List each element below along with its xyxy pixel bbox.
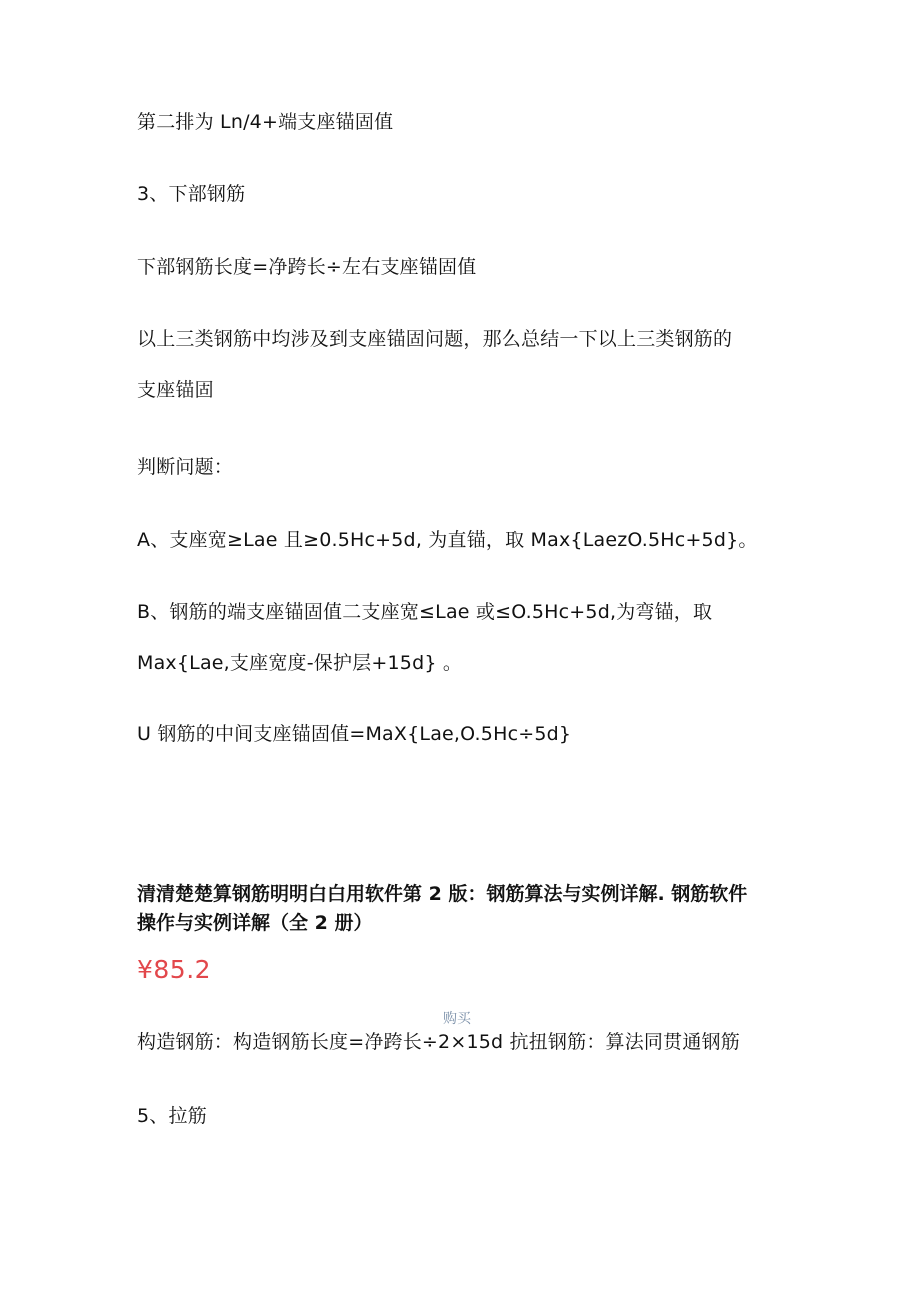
paragraph-rule-c: U 钢筋的中间支座锚固值=MaX{Lae,O.5Hc÷5d} <box>137 723 572 745</box>
paragraph-rule-a: A、支座宽≥Lae 且≥0.5Hc+5d, 为直锚，取 Max{LaezO.5Hc+5d}。 <box>137 529 758 551</box>
ad-book-title-line2: 操作与实例详解（全 2 册） <box>137 912 373 934</box>
paragraph-rule-b-line1: B、钢筋的端支座锚固值二支座宽≤Lae 或≤O.5Hc+5d,为弯锚，取 <box>137 601 713 623</box>
paragraph-rule-b-line2: Max{Lae,支座宽度-保护层+15d} 。 <box>137 652 463 674</box>
ad-book-title-line1: 清清楚楚算钢筋明明白白用软件第 2 版：钢筋算法与实例详解. 钢筋软件 <box>137 883 748 905</box>
buy-button[interactable]: 购买 <box>443 1011 471 1027</box>
paragraph-second-row: 第二排为 Ln/4+端支座锚固值 <box>137 111 394 133</box>
paragraph-summary-line2: 支座锚固 <box>137 379 214 401</box>
paragraph-bottom-rebar-length: 下部钢筋长度=净跨长÷左右支座锚固值 <box>137 256 477 278</box>
heading-judgement: 判断问题： <box>137 456 234 478</box>
paragraph-construction-rebar: 构造钢筋：构造钢筋长度=净跨长÷2×15d 抗扭钢筋：算法同贯通钢筋 <box>137 1031 740 1053</box>
heading-bottom-rebar: 3、下部钢筋 <box>137 183 246 205</box>
heading-tie-bar: 5、拉筋 <box>137 1105 207 1127</box>
ad-price: ¥85.2 <box>137 955 212 984</box>
ad-book-title[interactable] <box>137 880 787 938</box>
paragraph-summary-line1: 以上三类钢筋中均涉及到支座锚固问题，那么总结一下以上三类钢筋的 <box>137 328 733 350</box>
